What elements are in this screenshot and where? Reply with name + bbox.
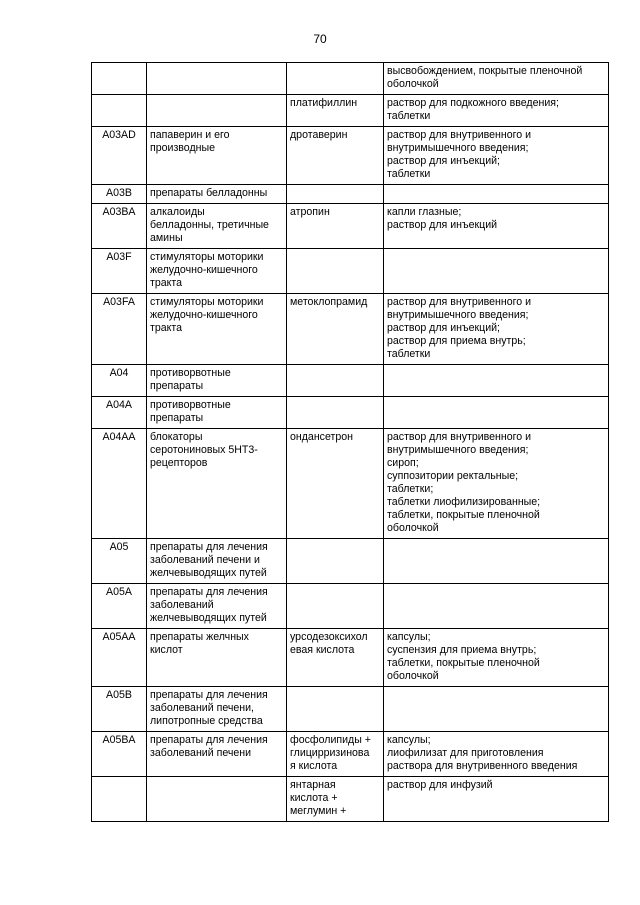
anatomic-group-cell: препараты для лечения заболеваний желчевыводящих путей (147, 584, 287, 629)
anatomic-group-cell (147, 777, 287, 822)
atc-code-cell: A03BA (92, 204, 147, 249)
atc-code-cell: A04 (92, 365, 147, 397)
table-body (92, 63, 609, 822)
dosage-forms-cell (384, 539, 609, 584)
drug-name-cell: урсодезоксихол евая кислота (287, 629, 384, 687)
dosage-forms-cell: раствор для внутривенного и внутримышечного введения; раствор для инъекций; раствор для приема внутрь; таблетки (384, 294, 609, 365)
drug-name-cell (287, 249, 384, 294)
anatomic-group-cell: стимуляторы моторики желудочно-кишечного тракта (147, 294, 287, 365)
page-number: 70 (313, 32, 327, 46)
table-row (92, 365, 609, 397)
drug-name-cell: фосфолипиды + глицирризинова я кислота (287, 732, 384, 777)
anatomic-group-cell (147, 63, 287, 95)
dosage-forms-cell: капсулы; лиофилизат для приготовления раствора для внутривенного введения (384, 732, 609, 777)
atc-code-cell: A05 (92, 539, 147, 584)
atc-code-cell (92, 63, 147, 95)
atc-code-cell: A03F (92, 249, 147, 294)
table-row (92, 185, 609, 204)
atc-code-cell: A03B (92, 185, 147, 204)
dosage-forms-cell (384, 365, 609, 397)
table-row (92, 204, 609, 249)
dosage-forms-cell: капсулы; суспензия для приема внутрь; таблетки, покрытые пленочной оболочкой (384, 629, 609, 687)
table-row (92, 95, 609, 127)
drug-name-cell: дротаверин (287, 127, 384, 185)
dosage-forms-cell (384, 397, 609, 429)
atc-code-cell: A05BA (92, 732, 147, 777)
dosage-forms-cell: высвобождением, покрытые пленочной оболочкой (384, 63, 609, 95)
atc-code-cell (92, 95, 147, 127)
table-row (92, 539, 609, 584)
drug-name-cell (287, 365, 384, 397)
anatomic-group-cell: папаверин и его производные (147, 127, 287, 185)
anatomic-group-cell: противорвотные препараты (147, 397, 287, 429)
table-row (92, 397, 609, 429)
anatomic-group-cell: препараты желчных кислот (147, 629, 287, 687)
drug-name-cell (287, 584, 384, 629)
anatomic-group-cell: препараты для лечения заболеваний печени (147, 732, 287, 777)
anatomic-group-cell (147, 95, 287, 127)
dosage-forms-cell: раствор для внутривенного и внутримышечного введения; раствор для инъекций; таблетки (384, 127, 609, 185)
atc-code-cell: A05A (92, 584, 147, 629)
drug-name-cell: ондансетрон (287, 429, 384, 539)
drug-name-cell (287, 687, 384, 732)
dosage-forms-cell: раствор для внутривенного и внутримышечного введения; сироп; суппозитории ректальные; таблетки; таблетки лиофилизированные; таблетки, покрытые пленочной оболочкой (384, 429, 609, 539)
table-row (92, 63, 609, 95)
drug-table (91, 62, 609, 822)
anatomic-group-cell: алкалоиды белладонны, третичные амины (147, 204, 287, 249)
table-row (92, 294, 609, 365)
atc-code-cell (92, 777, 147, 822)
drug-name-cell (287, 63, 384, 95)
drug-name-cell (287, 539, 384, 584)
drug-name-cell: янтарная кислота + меглумин + (287, 777, 384, 822)
atc-code-cell: A03AD (92, 127, 147, 185)
atc-code-cell: A05AA (92, 629, 147, 687)
dosage-forms-cell: раствор для инфузий (384, 777, 609, 822)
table-row (92, 732, 609, 777)
dosage-forms-cell (384, 687, 609, 732)
drug-name-cell: метоклопрамид (287, 294, 384, 365)
atc-code-cell: A03FA (92, 294, 147, 365)
table-row (92, 249, 609, 294)
anatomic-group-cell: стимуляторы моторики желудочно-кишечного тракта (147, 249, 287, 294)
atc-code-cell: A04AA (92, 429, 147, 539)
dosage-forms-cell: капли глазные; раствор для инъекций (384, 204, 609, 249)
table-row (92, 777, 609, 822)
anatomic-group-cell: препараты для лечения заболеваний печени, липотропные средства (147, 687, 287, 732)
anatomic-group-cell: препараты для лечения заболеваний печени и желчевыводящих путей (147, 539, 287, 584)
drug-name-cell: платифиллин (287, 95, 384, 127)
table-row (92, 629, 609, 687)
drug-name-cell (287, 185, 384, 204)
dosage-forms-cell (384, 249, 609, 294)
table-row (92, 584, 609, 629)
drug-name-cell: атропин (287, 204, 384, 249)
dosage-forms-cell (384, 185, 609, 204)
anatomic-group-cell: противорвотные препараты (147, 365, 287, 397)
anatomic-group-cell: блокаторы серотониновых 5HT3- рецепторов (147, 429, 287, 539)
drug-name-cell (287, 397, 384, 429)
table-row (92, 429, 609, 539)
table-row (92, 687, 609, 732)
anatomic-group-cell: препараты белладонны (147, 185, 287, 204)
atc-code-cell: A05B (92, 687, 147, 732)
dosage-forms-cell: раствор для подкожного введения; таблетки (384, 95, 609, 127)
atc-code-cell: A04A (92, 397, 147, 429)
dosage-forms-cell (384, 584, 609, 629)
table-row (92, 127, 609, 185)
